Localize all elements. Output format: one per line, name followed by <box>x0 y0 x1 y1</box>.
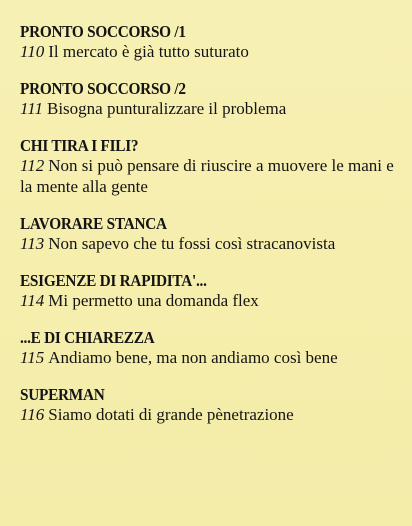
entry-title: CHI TIRA I FILI? <box>20 136 139 155</box>
entry-115 <box>20 328 402 368</box>
entry-110 <box>20 22 402 62</box>
entry-line <box>20 155 400 197</box>
entry-114 <box>20 271 402 311</box>
entry-number: 115 <box>20 348 45 367</box>
entry-113 <box>20 214 402 254</box>
entry-text: Bisogna punturalizzare il problema <box>46 99 287 118</box>
entry-text: Siamo dotati di grande pènetrazione <box>48 405 294 424</box>
entry-text: Non si può pensare di riuscire a muovere le mani e la mente alla gente <box>20 156 394 196</box>
entry-title: LAVORARE STANCA <box>20 214 167 233</box>
entry-line <box>20 233 402 254</box>
entry-number: 114 <box>20 291 45 310</box>
entry-title: ESIGENZE DI RAPIDITA'... <box>20 271 207 290</box>
entry-title: PRONTO SOCCORSO /2 <box>20 79 186 98</box>
entry-line <box>20 404 402 425</box>
entry-text: Mi permetto una domanda flex <box>48 291 259 310</box>
entry-number: 110 <box>20 42 45 61</box>
entry-111 <box>20 79 402 119</box>
entry-title: SUPERMAN <box>20 385 105 404</box>
entry-116 <box>20 385 402 425</box>
entry-title: ...E DI CHIAREZZA <box>20 328 155 347</box>
entry-number: 111 <box>20 99 43 118</box>
entry-text: Andiamo bene, ma non andiamo così bene <box>48 348 338 367</box>
entry-line <box>20 290 402 311</box>
entry-112 <box>20 136 402 197</box>
entry-line <box>20 41 402 62</box>
entry-number: 113 <box>20 234 45 253</box>
entry-title: PRONTO SOCCORSO /1 <box>20 22 186 41</box>
entry-line <box>20 98 402 119</box>
entry-line <box>20 347 402 368</box>
entry-number: 116 <box>20 405 45 424</box>
entry-number: 112 <box>20 156 45 175</box>
entry-text: Non sapevo che tu fossi così stracanovista <box>48 234 336 253</box>
entry-text: Il mercato è già tutto suturato <box>48 42 249 61</box>
